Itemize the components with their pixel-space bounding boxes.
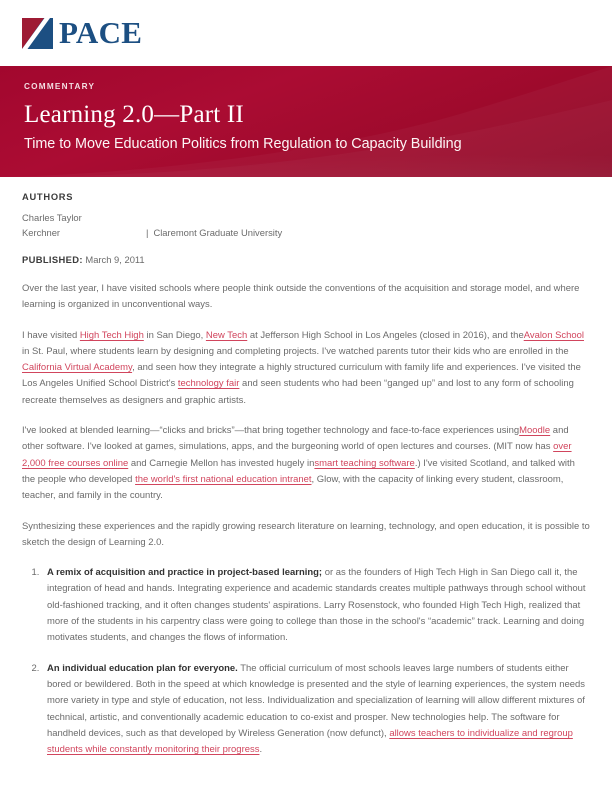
pace-wordmark: PACE (59, 14, 143, 50)
article-content (0, 177, 612, 758)
published-line (22, 252, 590, 267)
p3-text-3: and Carnegie Mellon has invested hugely in (128, 457, 315, 469)
list-item (42, 565, 590, 646)
design-principles-list (22, 565, 590, 758)
list-item-1-lead: A remix of acquisition and practice in project-based learning; (47, 567, 323, 579)
hero-banner (0, 66, 612, 177)
paragraph-3 (22, 423, 590, 504)
link-smart-teaching-software[interactable]: smart teaching software (314, 457, 415, 469)
link-allows-teachers-to-individualize[interactable]: allows teachers to individualize and regroup students while constantly monitoring their progress (47, 727, 573, 756)
p3-text-1: I've looked at blended learning—“clicks and bricks”—that bring together technology and face-to-face experiences using (22, 425, 520, 437)
pace-logo[interactable] (22, 14, 143, 50)
page-title: Learning 2.0—Part II (24, 101, 244, 128)
published-date: March 9, 2011 (85, 254, 145, 265)
list-item-1-text: or as the founders of High Tech High in San Diego call it, the integration of head and hands. Integrating experience and academic standards creates multiple pathways through school without old-fashioned tracking, and it often changes students' aspirations. Larry Rosenstock, who founded High Tech High, realized that more of the students in his carpentry class were going to college than those in the school's “academic” track. Learning and doing motivates students, and changes the flows of information. (47, 567, 586, 644)
author-affiliation-text: Claremont Graduate University (153, 227, 283, 238)
link-free-courses-online[interactable]: over 2,000 free courses online (22, 441, 572, 469)
author-name-line2: Kerchner (22, 227, 61, 238)
p2-text-6: and seen students who had been “ganged up” and lost to any form of schooling recreate themselves as designers and graphic artists. (22, 378, 574, 406)
content-type-kicker: COMMENTARY (24, 82, 96, 91)
author-block (22, 210, 590, 240)
list-item-2-lead: An individual education plan for everyone. (47, 662, 238, 674)
paragraph-2 (22, 328, 590, 409)
p2-text-1: I have visited (22, 329, 80, 341)
list-item-2-text: The official curriculum of most schools leaves large numbers of students either bored or bewildered. Both in the speed at which knowledge is presented and the style of learning experiences, the system needs more variety in type and style of education, not less. Individualization and specialization of learning will allow different mixtures of technical, artistic, and conventionally academic education to co-exist and prosper. New technologies help. The software for handheld devices, such as that developed by Wireless Generation (now defunct), (47, 662, 585, 739)
p2-text-5: , and seen how they integrate a highly structured curriculum with family life and experiences. I've visited the Los Angeles Unified School District's (22, 362, 581, 390)
list-item (42, 661, 590, 759)
link-technology-fair[interactable]: technology fair (177, 378, 240, 390)
site-header (0, 0, 612, 66)
author-row-line1 (22, 210, 590, 225)
link-national-education-intranet[interactable]: the world's first national education intranet (135, 473, 312, 485)
link-california-virtual-academy[interactable]: California Virtual Academy (22, 362, 133, 374)
paragraph-4: Synthesizing these experiences and the rapidly growing research literature on learning, technology, and open education, it is possible to sketch the design of Learning 2.0. (22, 520, 590, 548)
p3-text-2: and other software. I've looked at games, simulations, apps, and the burgeoning world of open lectures and courses. (MIT now has (22, 425, 569, 453)
author-separator: | (146, 227, 149, 238)
page-subtitle: Time to Move Education Politics from Regulation to Capacity Building (24, 136, 462, 152)
published-label: PUBLISHED: (22, 254, 83, 265)
list-item-2-tail: . (259, 744, 263, 756)
link-moodle[interactable]: Moodle (519, 425, 551, 437)
p2-text-3: at Jefferson High School in Los Angeles (closed in 2016), and the (247, 329, 524, 341)
link-new-tech[interactable]: New Tech (205, 329, 248, 341)
p2-text-2: in San Diego, (143, 329, 206, 341)
paragraph-1: Over the last year, I have visited schools where people think outside the conventions of the acquisition and storage model, and where learning is organized in unconventional ways. (22, 283, 580, 311)
p3-text-4: .) I've visited Scotland, and talked with the people who developed (22, 457, 575, 485)
author-affiliation (146, 225, 282, 240)
link-high-tech-high[interactable]: High Tech High (79, 329, 144, 341)
authors-heading: AUTHORS (22, 192, 74, 202)
p2-text-4: in St. Paul, where students learn by designing and completing projects. I've watched parents tutor their kids who are enrolled in the (22, 345, 569, 357)
author-row-line2 (22, 225, 590, 240)
author-name-line1: Charles Taylor (22, 212, 82, 223)
pace-diagonal-square-logo-icon (22, 18, 53, 49)
p3-text-5: , Glow, with the capacity of linking every student, classroom, teacher, and family in the country. (22, 473, 564, 502)
article-body (22, 281, 590, 758)
link-avalon-school[interactable]: Avalon School (523, 329, 584, 341)
